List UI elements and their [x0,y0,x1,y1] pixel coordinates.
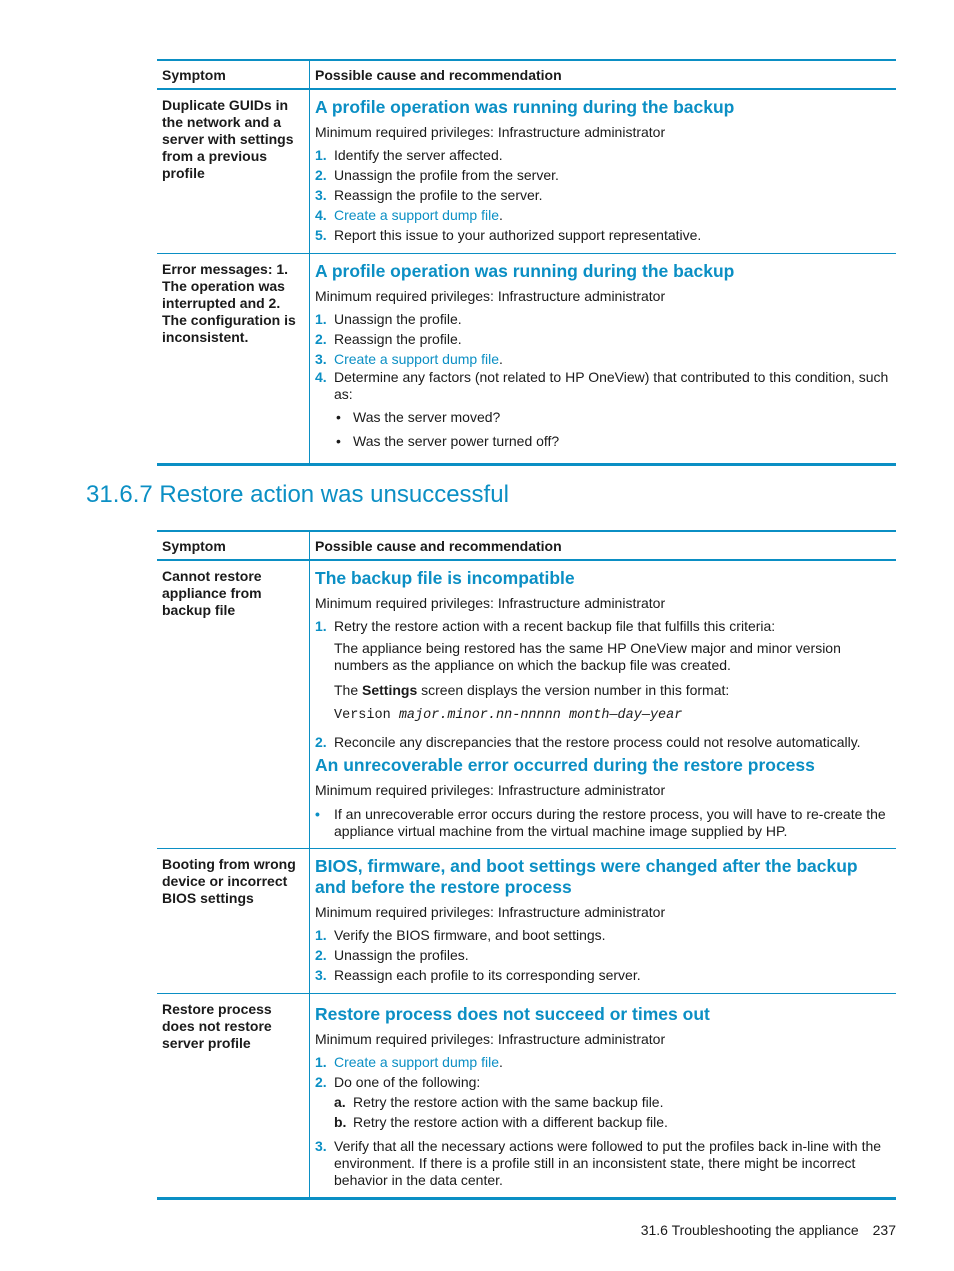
cause-heading: An unrecoverable error occurred during the restore process [315,755,815,775]
list-item: 1. Create a support dump file. [315,1054,503,1070]
privileges-text: Minimum required privileges: Infrastructure administrator [315,904,666,920]
page-footer [627,1222,896,1238]
list-item: 2. Unassign the profiles. [315,947,469,963]
settings-text: The Settings screen displays the version number in this format: [334,682,730,698]
cause-heading: The backup file is incompatible [315,568,575,588]
list-item: 1. Retry the restore action with a recent backup file that fulfills this criteria: [315,618,776,634]
table-row [157,254,896,465]
list-item: 4. Create a support dump file. [315,207,503,223]
privileges-text: Minimum required privileges: Infrastructure administrator [315,1031,666,1047]
cause-heading: A profile operation was running during the backup [315,97,735,117]
privileges-text: Minimum required privileges: Infrastructure administrator [315,124,666,140]
sub-steps-list [315,1092,891,1132]
troubleshooting-table-2 [157,530,896,1200]
privileges-text: Minimum required privileges: Infrastructure administrator [315,595,666,611]
list-item: • If an unrecoverable error occurs during the restore process, you will have to re-create the appliance virtual machine from the virtual machine image supplied by HP. [315,806,886,839]
page-number: 237 [872,1222,896,1238]
privileges-text: Minimum required privileges: Infrastructure administrator [315,782,666,798]
privileges-text: Minimum required privileges: Infrastructure administrator [315,288,666,304]
list-item: 2. Do one of the following: [315,1074,481,1090]
list-item: 3. Verify that all the necessary actions were followed to put the profiles back in-line with the environment. If there is a profile still in an inconsistent state, there might be incorrect behavior in the data center. [315,1138,882,1188]
bullet-list [315,407,891,451]
list-item: 3. Reassign each profile to its corresponding server. [315,967,641,983]
list-item: 5. Report this issue to your authorized support representative. [315,227,702,243]
criteria-text: The appliance being restored has the same HP OneView major and minor version numbers as the appliance on which the backup file was created. [334,640,841,673]
table-row [157,560,896,849]
list-item: • Was the server power turned off? [336,433,560,449]
cause-heading: A profile operation was running during the backup [315,261,735,281]
list-item: 1. Verify the BIOS firmware, and boot settings. [315,927,606,943]
table-row [157,849,896,994]
list-item: • Was the server moved? [336,409,501,425]
list-item: 4. Determine any factors (not related to HP OneView) that contributed to this condition, such as: [315,369,889,402]
list-item: 1. Unassign the profile. [315,311,462,327]
header-symptom: Symptom [157,531,310,560]
symptom-cell: Cannot restore appliance from backup file [157,560,310,849]
steps-list [315,732,891,752]
list-item: 3. Reassign the profile to the server. [315,187,543,203]
cause-heading: Restore process does not succeed or times out [315,1004,710,1024]
list-item: a. Retry the restore action with the same backup file. [334,1094,664,1110]
list-item: 1. Identify the server affected. [315,147,503,163]
table-row [157,994,896,1199]
bullet-list [315,806,891,840]
support-dump-link[interactable]: Create a support dump file [334,351,499,367]
steps-list [315,616,891,636]
support-dump-link[interactable]: Create a support dump file [334,207,499,223]
list-item: 2. Unassign the profile from the server. [315,167,559,183]
steps-list [315,1138,891,1189]
criteria-block [315,640,891,724]
header-cause: Possible cause and recommendation [310,60,897,89]
header-cause: Possible cause and recommendation [310,531,897,560]
symptom-cell: Restore process does not restore server profile [157,994,310,1199]
table-row [157,89,896,254]
list-item: 3. Create a support dump file. [315,351,503,367]
cause-heading: BIOS, firmware, and boot settings were changed after the backup and before the restore process [315,856,858,897]
symptom-cell: Duplicate GUIDs in the network and a server with settings from a previous profile [157,89,310,254]
steps-list [315,1052,891,1092]
troubleshooting-table-1 [157,59,896,466]
symptom-cell: Booting from wrong device or incorrect BIOS settings [157,849,310,994]
steps-list [315,145,891,245]
steps-list [315,925,891,985]
support-dump-link[interactable]: Create a support dump file [334,1054,499,1070]
list-item: 2. Reconcile any discrepancies that the restore process could not resolve automatically. [315,734,861,750]
header-symptom: Symptom [157,60,310,89]
list-item: 2. Reassign the profile. [315,331,462,347]
footer-section: 31.6 Troubleshooting the appliance [640,1222,859,1238]
steps-list [315,309,891,403]
list-item: b. Retry the restore action with a different backup file. [334,1114,668,1130]
version-format: Version major.minor.nn-nnnnn month—day—year [334,708,683,723]
symptom-cell: Error messages: 1. The operation was interrupted and 2. The configuration is inconsistent. [157,254,310,465]
section-title: 31.6.7 Restore action was unsuccessful [86,481,509,508]
